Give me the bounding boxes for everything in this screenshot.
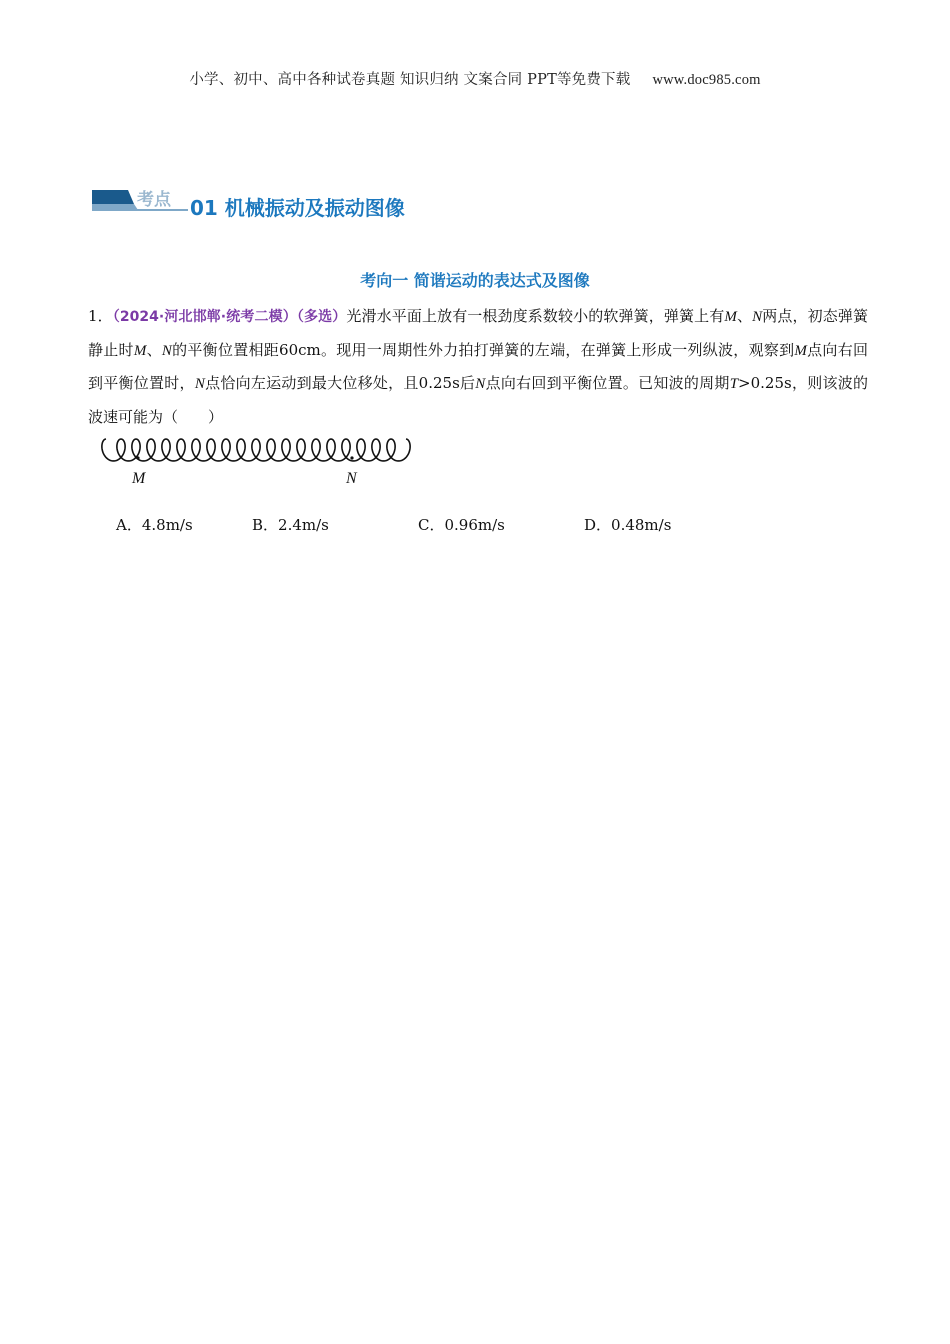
- header-text: 小学、初中、高中各种试卷真题 知识归纳 文案合同 PPT等免费下载: [189, 72, 631, 88]
- section-badge: [90, 186, 190, 214]
- spring-coil: [102, 439, 410, 461]
- subheading: 考向一 简谐运动的表达式及图像: [360, 271, 590, 290]
- page-header: [0, 68, 950, 89]
- option-a[interactable]: A．4.8m/s: [116, 516, 193, 534]
- question-source: （2024·河北邯郸·统考二模）（多选）: [112, 309, 347, 325]
- answer-options: [116, 514, 716, 538]
- section-heading: [90, 186, 590, 222]
- option-b[interactable]: B．2.4m/s: [252, 516, 329, 534]
- section-title: 01 机械振动及振动图像: [190, 196, 405, 220]
- point-n-dot: [350, 456, 353, 459]
- question-text: 光滑水平面上放有一根劲度系数较小的软弹簧，弹簧上有M、N两点，初态弹簧静止时M、N的平衡位置相距60cm。现用一周期性外力拍打弹簧的左端，在弹簧上形成一列纵波，观察到M点向右回到平衡位置时，N点恰向左运动到最大位移处，且0.25s后N点向右回到平衡位置。已知波的周期T>0.25s，则该波的波速可能为（ ）: [88, 307, 868, 426]
- label-m: M: [132, 470, 146, 487]
- spring-figure: [100, 432, 412, 492]
- section-badge-label: 考点: [137, 190, 171, 210]
- option-c[interactable]: C．0.96m/s: [418, 516, 505, 534]
- option-d[interactable]: D．0.48m/s: [584, 516, 672, 534]
- question-number: 1．: [88, 307, 113, 325]
- question-1: [88, 300, 868, 433]
- header-url[interactable]: www.doc985.com: [652, 72, 761, 88]
- label-n: N: [346, 470, 357, 487]
- point-m-dot: [136, 456, 139, 459]
